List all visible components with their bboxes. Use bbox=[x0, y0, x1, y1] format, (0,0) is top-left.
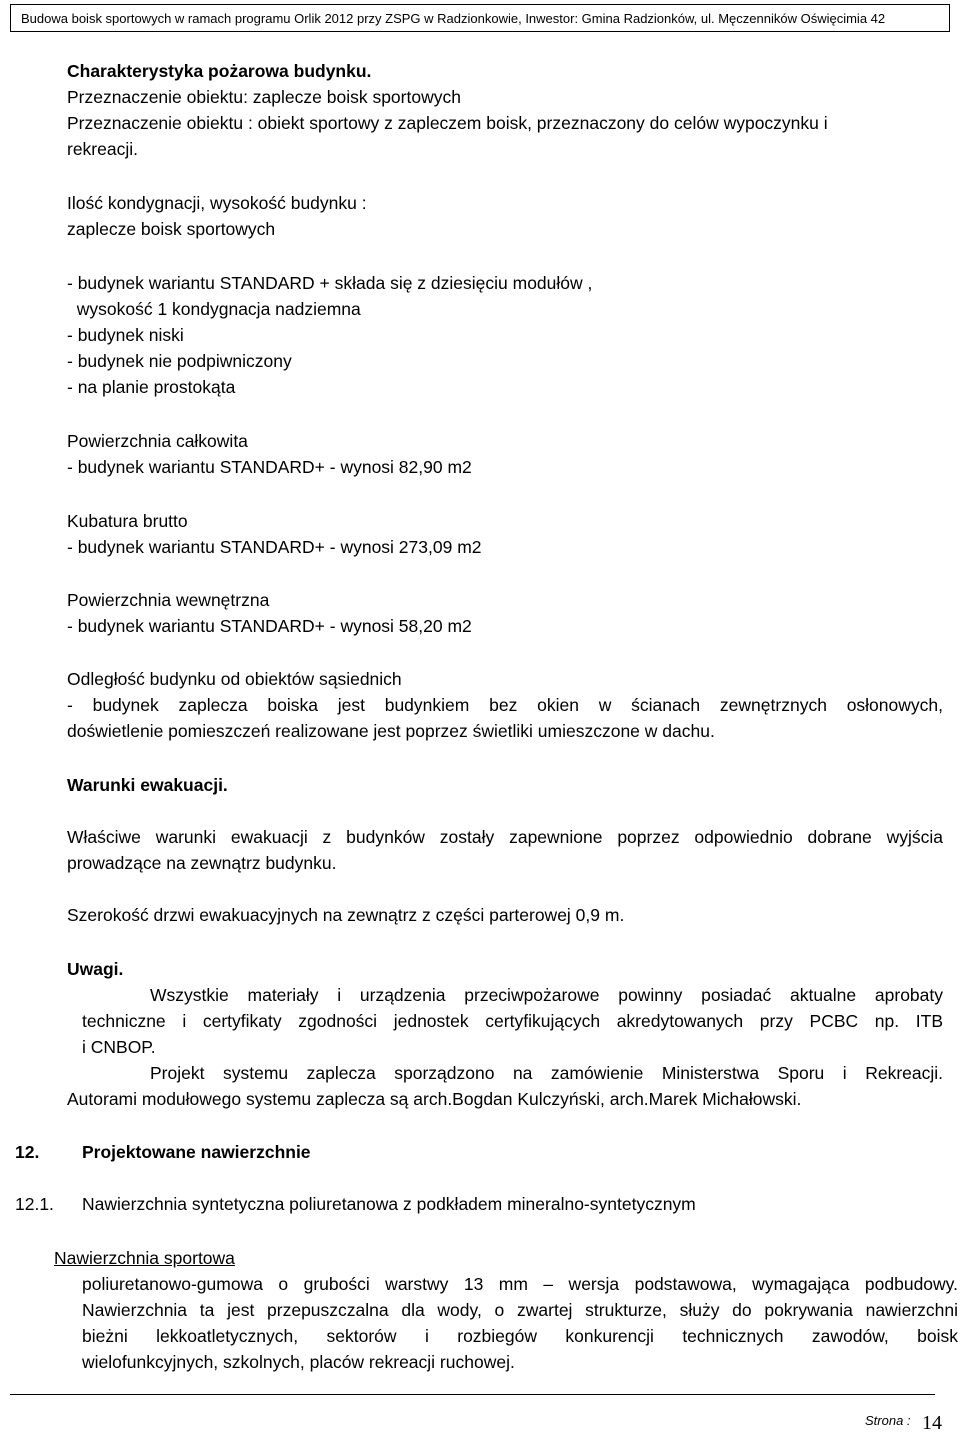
purpose-line-1: Przeznaczenie obiektu: zaplecze boisk sportowych bbox=[67, 87, 461, 107]
section-12-1-number: 12.1. bbox=[15, 1194, 54, 1214]
notes-heading: Uwagi. bbox=[67, 959, 124, 979]
footer-divider bbox=[10, 1394, 935, 1395]
sports-surface-line-2: Nawierzchnia ta jest przepuszczalna dla wody, o zwartej strukturze, służy do pokrywania nawierzchni bbox=[82, 1300, 958, 1320]
area-total-value: - budynek wariantu STANDARD+ - wynosi 82,90 m2 bbox=[67, 457, 472, 477]
section-12-1-title: Nawierzchnia syntetyczna poliuretanowa z podkładem mineralno-syntetycznym bbox=[82, 1194, 696, 1214]
section-12-title: Projektowane nawierzchnie bbox=[82, 1142, 311, 1162]
purpose-line-2: Przeznaczenie obiektu : obiekt sportowy z zapleczem boisk, przeznaczony do celów wypoczynku i bbox=[67, 113, 828, 133]
sports-surface-line-1: poliuretanowo-gumowa o grubości warstwy 13 mm – wersja podstawowa, wymagająca podbudowy. bbox=[82, 1274, 958, 1294]
distance-title: Odległość budynku od obiektów sąsiednich bbox=[67, 669, 402, 689]
section-12-number: 12. bbox=[15, 1142, 40, 1162]
header-text: Budowa boisk sportowych w ramach programu Orlik 2012 przy ZSPG w Radzionkowie, Inwestor: Gmina Radzionków, ul. Męczenników Oświęcimia 42 bbox=[21, 11, 886, 26]
floors-title: Ilość kondygnacji, wysokość budynku : bbox=[67, 193, 367, 213]
area-total-title: Powierzchnia całkowita bbox=[67, 431, 248, 451]
evacuation-heading: Warunki ewakuacji. bbox=[67, 775, 228, 795]
area-internal-title: Powierzchnia wewnętrzna bbox=[67, 590, 270, 610]
floors-item: wysokość 1 kondygnacja nadziemna bbox=[67, 299, 361, 319]
area-internal-value: - budynek wariantu STANDARD+ - wynosi 58,20 m2 bbox=[67, 616, 472, 636]
evacuation-para-line-2: prowadzące na zewnątrz budynku. bbox=[67, 853, 337, 873]
notes-p1-line-1: Wszystkie materiały i urządzenia przeciwpożarowe powinny posiadać aktualne aprobaty bbox=[150, 985, 943, 1005]
evacuation-para-line-1: Właściwe warunki ewakuacji z budynków zostały zapewnione poprzez odpowiednio dobrane wyjścia bbox=[67, 827, 943, 847]
cubature-title: Kubatura brutto bbox=[67, 511, 188, 531]
floors-item: - na planie prostokąta bbox=[67, 377, 236, 397]
sports-surface-title: Nawierzchnia sportowa bbox=[54, 1248, 235, 1268]
sports-surface-line-3: bieżni lekkoatletycznych, sektorów i rozbiegów konkurencji technicznych zawodów, boisk bbox=[82, 1326, 958, 1346]
floors-subtitle: zaplecze boisk sportowych bbox=[67, 219, 276, 239]
page-header bbox=[10, 4, 950, 32]
distance-body-line-2: doświetlenie pomieszczeń realizowane jest poprzez świetliki umieszczone w dachu. bbox=[67, 721, 715, 741]
page-number: 14 bbox=[922, 1412, 942, 1434]
sports-surface-line-4: wielofunkcyjnych, szkolnych, placów rekreacji ruchowej. bbox=[82, 1352, 515, 1372]
notes-p2-line-1: Projekt systemu zaplecza sporządzono na zamówienie Ministerstwa Sporu i Rekreacji. bbox=[150, 1063, 943, 1083]
door-width-text: Szerokość drzwi ewakuacyjnych na zewnątrz z części parterowej 0,9 m. bbox=[67, 905, 625, 925]
floors-item: - budynek nie podpiwniczony bbox=[67, 351, 292, 371]
distance-body-line-1: - budynek zaplecza boiska jest budynkiem bez okien w ścianach zewnętrznych osłonowych, bbox=[67, 695, 943, 715]
notes-p1-line-2: techniczne i certyfikaty zgodności jednostek certyfikujących akredytowanych przy PCBC np. ITB bbox=[82, 1011, 943, 1031]
page-number-label: Strona : bbox=[865, 1413, 911, 1428]
cubature-value: - budynek wariantu STANDARD+ - wynosi 273,09 m2 bbox=[67, 537, 482, 557]
notes-p1-line-3: i CNBOP. bbox=[82, 1037, 156, 1057]
floors-item: - budynek wariantu STANDARD + składa się z dziesięciu modułów , bbox=[67, 273, 593, 293]
floors-item: - budynek niski bbox=[67, 325, 184, 345]
notes-p2-line-2: Autorami modułowego systemu zaplecza są arch.Bogdan Kulczyński, arch.Marek Michałowski. bbox=[67, 1089, 802, 1109]
purpose-line-2-cont: rekreacji. bbox=[67, 139, 138, 159]
fire-heading: Charakterystyka pożarowa budynku. bbox=[67, 61, 372, 81]
